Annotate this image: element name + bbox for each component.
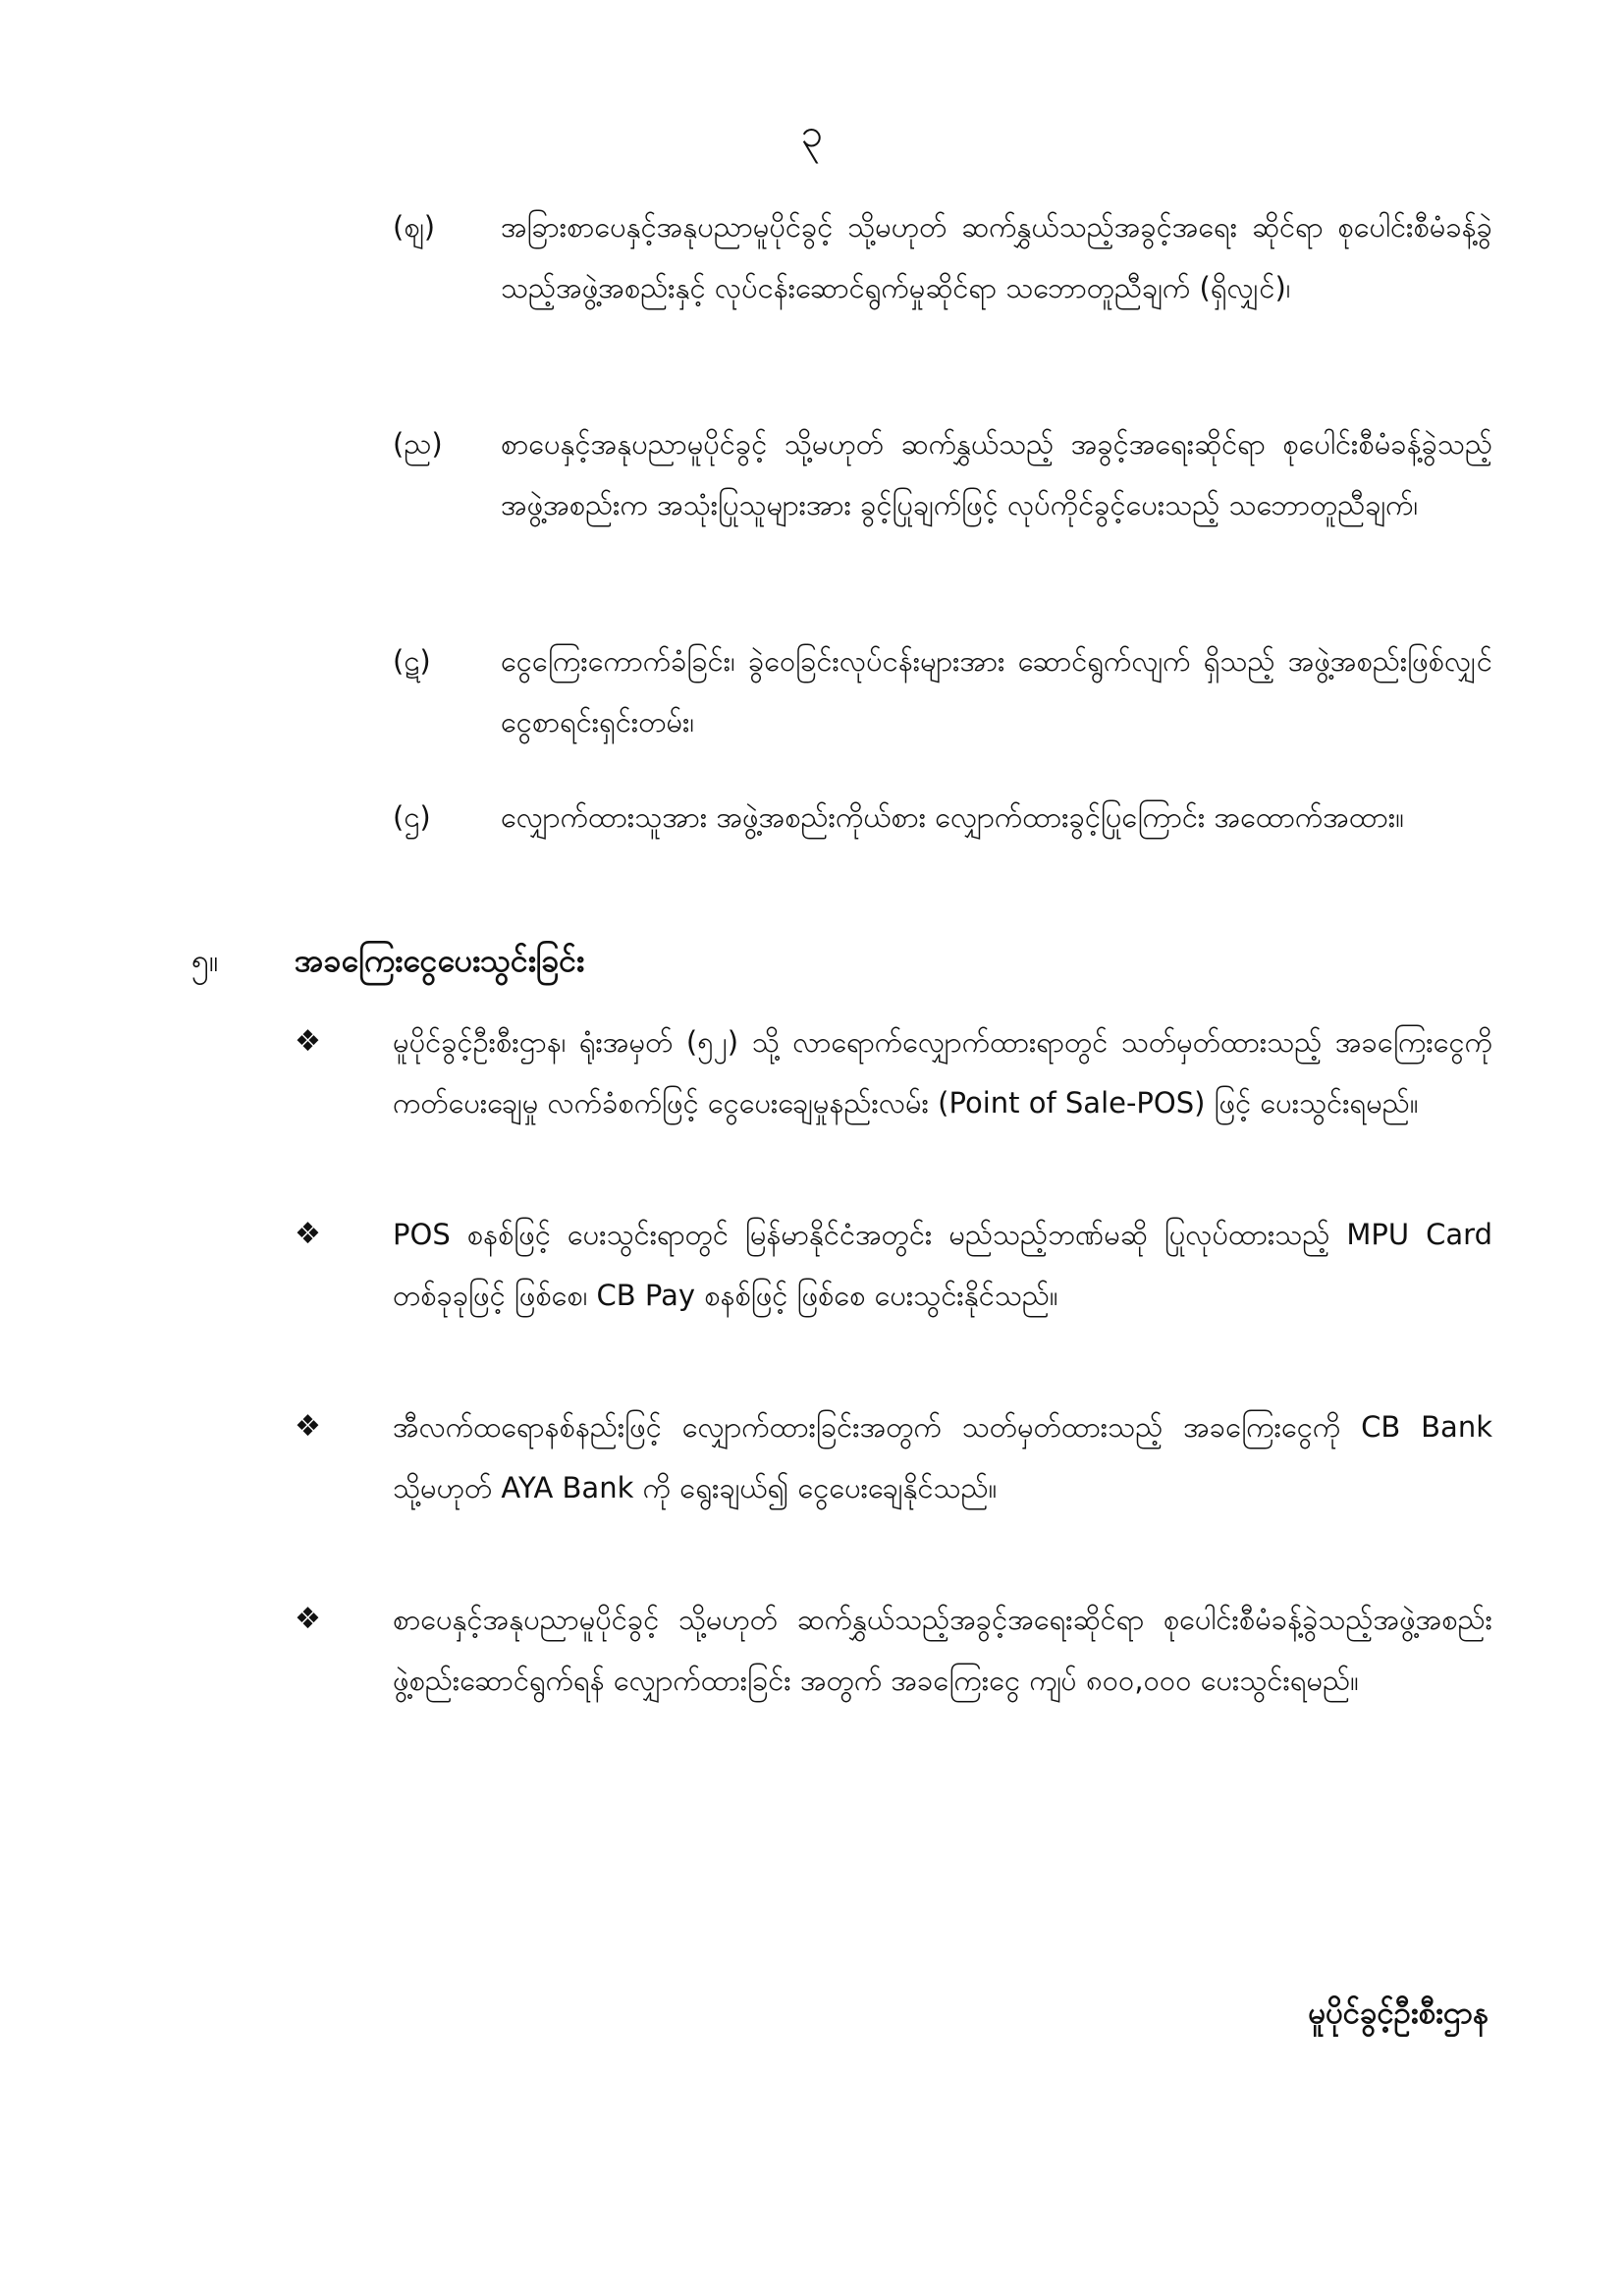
page-number: ၃: [800, 111, 824, 156]
bullet-text: မူပိုင်ခွင့်ဦးစီးဌာန၊ ရုံးအမှတ် (၅၂) သို့ လာရောက်လျှောက်ထားရာတွင် သတ်မှတ်ထားသည့် အခကြေးငွေကို ကတ်ပေးချေမှု လက်ခံစက်ဖြင့် ငွေပေးချေမှုနည်းလမ်း (Point of Sale-POS) ဖြင့် ပေးသွင်းရမည်။: [393, 1025, 1492, 1120]
bullet-text: စာပေနှင့်အနုပညာမူပိုင်ခွင့် သို့မဟုတ် ဆက်နွှယ်သည့်အခွင့်အရေးဆိုင်ရာ စုပေါင်းစီမံခန့်ခွဲသည့်အဖွဲ့အစည်း ဖွဲ့စည်းဆောင်ရွက်ရန် လျှောက်ထားခြင်း အတွက် အခကြေးငွေ ကျပ် ၈၀၀,၀၀၀ ပေးသွင်းရမည်။: [393, 1603, 1492, 1697]
list-item-text: အခြားစာပေနှင့်အနုပညာမူပိုင်ခွင့် သို့မဟုတ် ဆက်နွှယ်သည့်အခွင့်အရေး ဆိုင်ရာ စုပေါင်းစီမံခန့်ခွဲသည့်အဖွဲ့အစည်းနှင့် လုပ်ငန်းဆောင်ရွက်မှုဆိုင်ရာ သဘောတူညီချက် (ရှိလျှင်)၊: [501, 210, 1492, 304]
bullet-item: [295, 1011, 1492, 1194]
list-item-marker: (ဈ): [393, 210, 436, 244]
diamond-bullet-icon: ❖: [295, 1217, 321, 1251]
diamond-bullet-icon: ❖: [295, 1024, 321, 1059]
bullet-text: POS စနစ်ဖြင့် ပေးသွင်းရာတွင် မြန်မာနိုင်ငံအတွင်း မည်သည့်ဘဏ်မဆို ပြုလုပ်ထားသည့် MPU Card တစ်ခုခုဖြင့် ဖြစ်စေ၊ CB Pay စနစ်ဖြင့် ဖြစ်စေ ပေးသွင်းနိုင်သည်။: [393, 1218, 1492, 1312]
list-item: [393, 413, 1492, 596]
payment-bullet-list: [295, 1011, 1492, 1772]
list-item: [393, 787, 1492, 908]
diamond-bullet-icon: ❖: [295, 1409, 321, 1444]
list-item: [393, 630, 1492, 752]
bullet-item: [295, 1396, 1492, 1579]
list-item-text: စာပေနှင့်အနုပညာမူပိုင်ခွင့် သို့မဟုတ် ဆက်နွှယ်သည့် အခွင့်အရေးဆိုင်ရာ စုပေါင်းစီမံခန့်ခွဲသည့် အဖွဲ့အစည်းက အသုံးပြုသူများအား ခွင့်ပြုချက်ဖြင့် လုပ်ကိုင်ခွင့်ပေးသည့် သဘောတူညီချက်၊: [501, 427, 1492, 521]
list-item-marker: (ဋ): [393, 644, 431, 678]
section-number: ၅။: [191, 942, 219, 979]
signature-department: မူပိုင်ခွင့်ဦးစီးဌာန: [1308, 1995, 1489, 2031]
bullet-item: [295, 1589, 1492, 1772]
section-title: အခကြေးငွေပေးသွင်းခြင်း: [295, 942, 585, 979]
section-heading: [191, 931, 584, 990]
list-item: [393, 196, 1492, 379]
list-item-text: ငွေကြေးကောက်ခံခြင်း၊ ခွဲဝေခြင်းလုပ်ငန်းများအား ဆောင်ရွက်လျက် ရှိသည့် အဖွဲ့အစည်းဖြစ်လျှင် ငွေစာရင်းရှင်းတမ်း၊: [501, 644, 1492, 738]
bullet-text: အီလက်ထရောနစ်နည်းဖြင့် လျှောက်ထားခြင်းအတွက် သတ်မှတ်ထားသည့် အခကြေးငွေကို CB Bank သို့မဟုတ် AYA Bank ကို ရွေးချယ်၍ ငွေပေးချေနိုင်သည်။: [393, 1410, 1492, 1504]
list-item-text: လျှောက်ထားသူအား အဖွဲ့အစည်းကိုယ်စား လျှောက်ထားခွင့်ပြုကြောင်း အထောက်အထား။: [501, 800, 1404, 834]
list-item-marker: (ဌ): [393, 800, 431, 834]
diamond-bullet-icon: ❖: [295, 1602, 321, 1636]
requirements-list: [393, 196, 1492, 908]
bullet-item: [295, 1204, 1492, 1387]
list-item-marker: (ည): [393, 427, 443, 461]
